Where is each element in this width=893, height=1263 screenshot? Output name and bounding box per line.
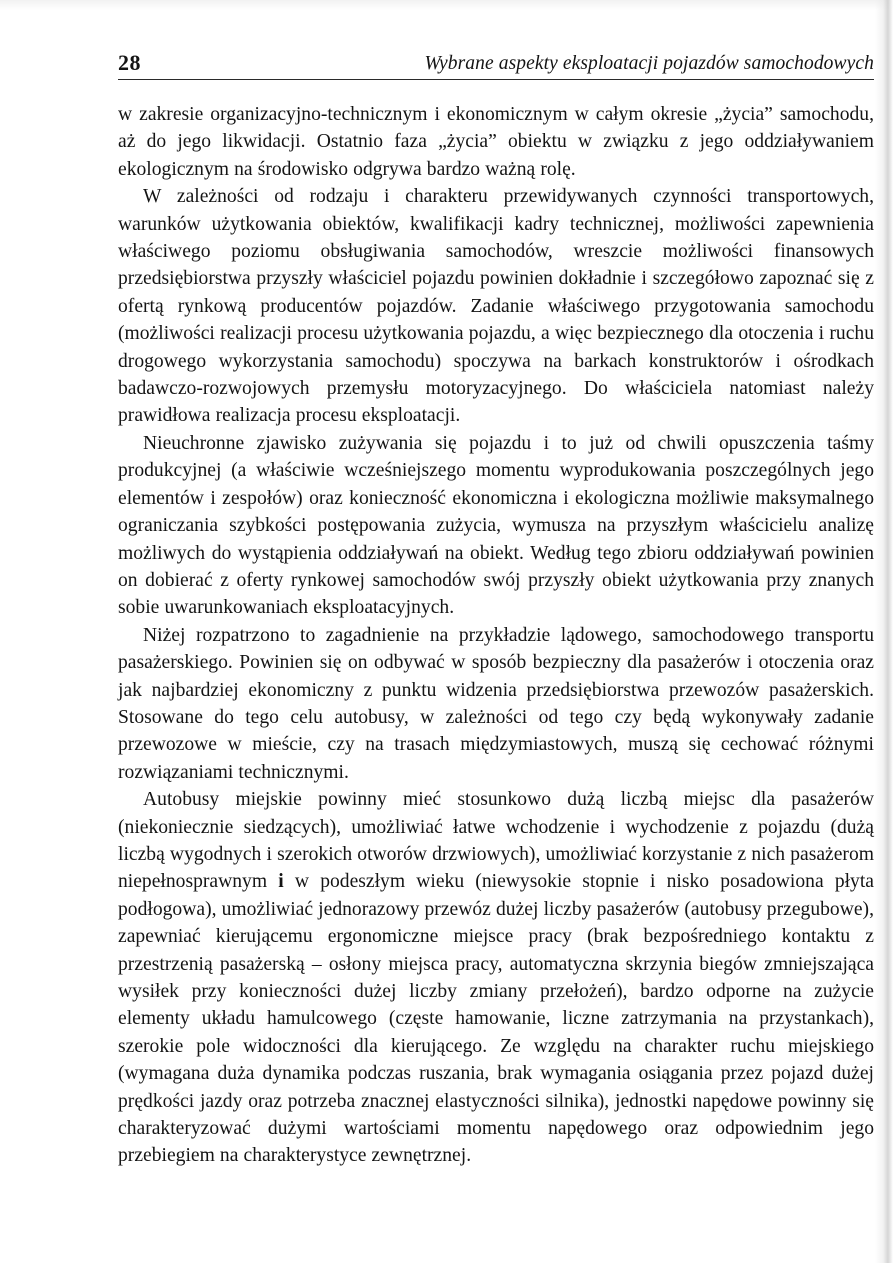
paragraph-2: W zależności od rodzaju i charakteru przewidywanych czynności transportowych, warunków użytkowania obiektów, kwalifikacji kadry technicznej, możliwości zapewnienia właściwego poziomu obsługiwania samochodów, wreszcie możliwości finansowych przedsiębiorstwa przyszły właściciel pojazdu powinien dokładnie i szczegółowo zapoznać się z ofertą rynkową producentów pojazdów. Zadanie właściwego przygotowania samochodu (możliwości realizacji procesu użytkowania pojazdu, a więc bezpiecznego dla otoczenia i ruchu drogowego wykorzystania samochodu) spoczywa na barkach konstruktorów i ośrodkach badawczo-rozwojowych przemysłu motoryzacyjnego. Do właściciela natomiast należy prawidłowa realizacja procesu eksploatacji. [118, 186, 874, 427]
running-head-rule [118, 79, 874, 80]
page-content [118, 0, 874, 1170]
paragraph-4: Niżej rozpatrzono to zagadnienie na przykładzie lądowego, samochodowego transportu pasażerskiego. Powinien się on odbywać w sposób bezpieczny dla pasażerów i otoczenia oraz jak najbardziej ekonomiczny z punktu widzenia przedsiębiorstwa przewozów pasażerskich. Stosowane do tego celu autobusy, w zależności od tego czy będą wykonywały zadanie przewozowe w mieście, czy na trasach międzymiastowych, muszą się cechować różnymi rozwiązaniami technicznymi. [118, 624, 874, 783]
scan-edge-right-shadow [875, 0, 893, 1263]
page-number: 28 [118, 50, 141, 75]
paragraph-5-part-b: w podeszłym wieku (niewysokie stopnie i nisko posadowiona płyta podłogowa), umożliwiać jednorazowy przewóz dużej liczby pasażerów (autobusy przegubowe), zapewniać kierującemu ergonomiczne miejsce pracy (brak bezpośredniego kontaktu z przestrzenią pasażerską – osłony miejsca pracy, automatyczna skrzynia biegów zmniejszająca wysiłek przy konieczności dużej liczby zmiany przełożeń), bardzo odporne na zużycie elementy układu hamulcowego (częste hamowanie, liczne zatrzymania na przystankach), szerokie pole widoczności dla kierującego. Ze względu na charakter ruchu miejskiego (wymagana duża dynamika podczas ruszania, brak wymagania osiągania przez pojazd dużej prędkości jazdy oraz potrzeba znacznej elastyczności silnika), jednostki napędowe powinny się charakteryzować dużymi wartościami momentu napędowego oraz odpowiednim jego przebiegiem na charakterystyce zewnętrznej. [118, 871, 874, 1167]
paragraph-5 [118, 786, 874, 1170]
paragraph-1: w zakresie organizacyjno-technicznym i ekonomicznym w całym okresie „życia” samochodu, aż do jego likwidacji. Ostatnio faza „życia” obiektu w związku z jego oddziaływaniem ekologicznym na środowisko odgrywa bardzo ważną rolę. [118, 104, 874, 180]
body-text [118, 101, 874, 1170]
paragraph-5-emphasis: i [278, 871, 284, 893]
running-head-title: Wybrane aspekty eksploatacji pojazdów samochodowych [424, 52, 874, 74]
running-head [118, 36, 874, 80]
paragraph-3: Nieuchronne zjawisko zużywania się pojazdu i to już od chwili opuszczenia taśmy produkcyjnej (a właściwie wcześniejszego momentu wyprodukowania poszczególnych jego elementów i zespołów) oraz konieczność ekonomiczna i ekologiczna możliwie maksymalnego ograniczania szybkości postępowania zużycia, wymusza na przyszłym właścicielu analizę możliwych do wystąpienia oddziaływań na obiekt. Według tego zbioru oddziaływań powinien on dobierać z oferty rynkowej samochodów swój przyszły obiekt użytkowania przy znanych sobie uwarunkowaniach eksploatacyjnych. [118, 432, 874, 619]
paragraph-5-part-a: Autobusy miejskie powinny mieć stosunkowo dużą liczbą miejsc dla pasażerów (niekoniecznie siedzących), umożliwiać łatwe wchodzenie i wychodzenie z pojazdu (dużą liczbą wygodnych i szerokich otworów drzwiowych), umożliwiać korzystanie z nich pasażerom niepełnosprawnym [118, 789, 874, 893]
